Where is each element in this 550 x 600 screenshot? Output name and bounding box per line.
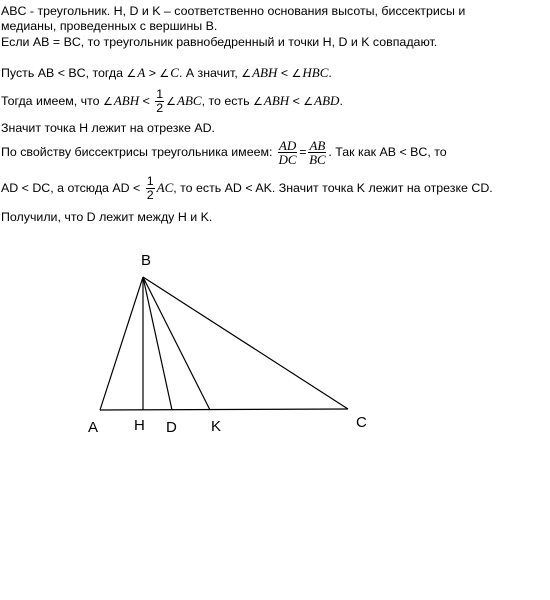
- angle-C: ∠C: [159, 65, 179, 80]
- side-AB: [100, 277, 143, 410]
- label-B: B: [141, 252, 152, 269]
- l8-part: , то есть AD < AK. Значит точка K лежит на отрезке CD.: [173, 181, 493, 195]
- label-H: H: [134, 417, 145, 434]
- angle-ABD: ∠ABD: [303, 93, 340, 108]
- label-C: C: [356, 414, 367, 431]
- fraction-AD-DC: $\frac{AD}{DC}$: [278, 138, 297, 168]
- l5-part: <: [139, 94, 154, 108]
- l4-part: >: [145, 66, 160, 80]
- angle-A: ∠A: [126, 65, 146, 80]
- l5-part: .: [339, 94, 343, 108]
- angle-ABH: ∠ABH: [253, 93, 290, 108]
- fraction-one-half: $\frac{1}{2}$: [146, 174, 154, 203]
- label-K: K: [211, 418, 222, 435]
- angle-ABH: ∠ABH: [102, 93, 140, 108]
- l4-part: . А значит,: [178, 66, 242, 80]
- segment-AC: AC: [156, 180, 174, 195]
- angle-ABC: ∠ABC: [166, 93, 202, 108]
- l8-part: AD < DC, а отсюда AD <: [1, 181, 144, 195]
- text-line-2: медианы, проведенных с вершины B.: [1, 19, 218, 33]
- l7-part: . Так как AB < BC, то: [328, 145, 447, 159]
- l5-part: , то есть: [201, 94, 254, 108]
- text-line-6: Значит точка H лежит на отрезке AD.: [1, 121, 215, 135]
- label-A: A: [88, 419, 99, 436]
- equals-sign: =: [299, 145, 307, 159]
- fraction-AB-BC: $\frac{AB}{BC}$: [309, 138, 326, 168]
- label-D: D: [166, 419, 177, 436]
- median-BK: [143, 277, 210, 410]
- l4-part: .: [328, 66, 332, 80]
- bisector-BD: [143, 277, 172, 410]
- base-AC: [100, 409, 348, 410]
- l4-part: <: [277, 66, 292, 80]
- text-line-9: Получили, что D лежит между H и K.: [1, 210, 213, 224]
- l7-part: По свойству биссектрисы треугольника имеем:: [1, 145, 276, 159]
- l4-part: Пусть AB < BC, тогда: [1, 66, 127, 80]
- text-line-1: ABC - треугольник. H, D и K – соответственно основания высоты, биссектрисы и: [1, 4, 466, 18]
- angle-ABH: ∠ABH: [241, 65, 278, 80]
- side-BC: [143, 277, 348, 409]
- fraction-one-half: $\frac{1}{2}$: [156, 87, 164, 116]
- text-line-3: Если AB = BC, то треугольник равнобедренный и точки H, D и K совпадают.: [1, 35, 438, 49]
- l5-part: <: [289, 94, 304, 108]
- l5-part: Тогда имеем, что: [1, 94, 103, 108]
- angle-HBC: ∠HBC: [291, 65, 329, 80]
